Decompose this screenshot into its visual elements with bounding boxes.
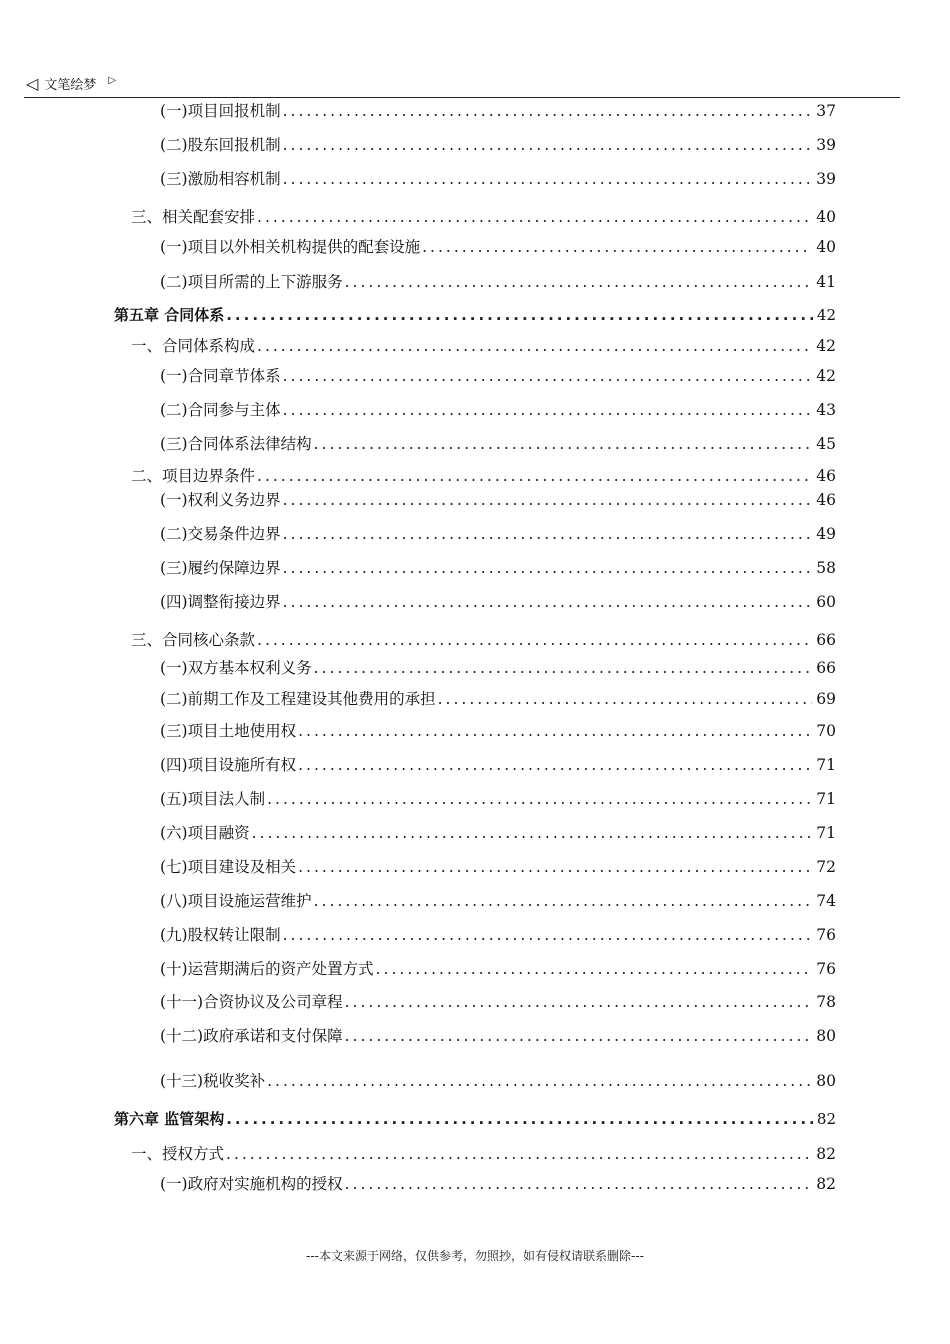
toc-entry[interactable]: (六)项目融资 ..... 71 [160,821,836,845]
toc-entry[interactable]: (二)项目所需的上下游服务 ..... 41 [160,270,836,294]
toc-entry[interactable]: (二)合同参与主体 ..... 43 [160,398,836,422]
toc-entry[interactable]: (一)合同章节体系 ..... 42 [160,364,836,388]
toc-entry[interactable]: (一)双方基本权利义务 ..... 66 [160,656,836,680]
toc-entry[interactable]: (七)项目建设及相关 ..... 72 [160,855,836,879]
triangle-right-icon: ▷ [108,74,117,86]
toc-chapter[interactable]: 第五章 合同体系 ..... 42 [114,303,836,327]
toc-entry[interactable]: (三)激励相容机制 ..... 39 [160,167,836,191]
toc-entry[interactable]: (三)履约保障边界 ..... 58 [160,556,836,580]
header-title: 文笔绘梦 [44,78,97,93]
toc-entry[interactable]: (二)交易条件边界 ..... 49 [160,522,836,546]
toc-chapter[interactable]: 第六章 监管架构 ..... 82 [114,1107,836,1131]
page-footer: ---本文来源于网络，仅供参考，勿照抄，如有侵权请联系删除--- [306,1249,644,1263]
toc-entry[interactable]: (十三)税收奖补 ..... 80 [160,1069,836,1093]
toc-entry[interactable]: (九)股权转让限制 ..... 76 [160,923,836,947]
toc-entry[interactable]: (四)调整衔接边界 ..... 60 [160,590,836,614]
toc-entry[interactable]: (一)项目以外相关机构提供的配套设施 ..... 40 [160,235,836,259]
toc-entry[interactable]: 三、相关配套安排 ..... 40 [131,205,836,229]
toc-entry[interactable]: (三)项目土地使用权 ..... 70 [160,719,836,743]
toc-entry[interactable]: 二、项目边界条件 ..... 46 [131,464,836,488]
header-divider [24,97,900,98]
toc-entry[interactable]: (二)股东回报机制 ..... 39 [160,133,836,157]
toc-entry[interactable]: 一、授权方式 ..... 82 [131,1142,836,1166]
toc-entry[interactable]: (三)合同体系法律结构 ..... 45 [160,432,836,456]
toc-entry[interactable]: (十)运营期满后的资产处置方式 ..... 76 [160,957,836,981]
toc-entry[interactable]: (一)项目回报机制 ..... 37 [160,99,836,123]
toc-entry[interactable]: 三、合同核心条款 ..... 66 [131,628,836,652]
toc-entry[interactable]: (一)权利义务边界 ..... 46 [160,488,836,512]
toc-entry[interactable]: (五)项目法人制 ..... 71 [160,787,836,811]
toc-entry[interactable]: (二)前期工作及工程建设其他费用的承担 ..... 69 [160,687,836,711]
toc-entry[interactable]: (八)项目设施运营维护 ..... 74 [160,889,836,913]
toc-entry[interactable]: (一)政府对实施机构的授权 ..... 82 [160,1172,836,1196]
triangle-left-icon: ◁ [26,73,39,93]
toc-entry[interactable]: (十二)政府承诺和支付保障 ..... 80 [160,1024,836,1048]
toc-entry[interactable]: 一、合同体系构成 ..... 42 [131,334,836,358]
toc-entry[interactable]: (四)项目设施所有权 ..... 71 [160,753,836,777]
toc-entry[interactable]: (十一)合资协议及公司章程 ..... 78 [160,990,836,1014]
page-header [26,74,116,93]
